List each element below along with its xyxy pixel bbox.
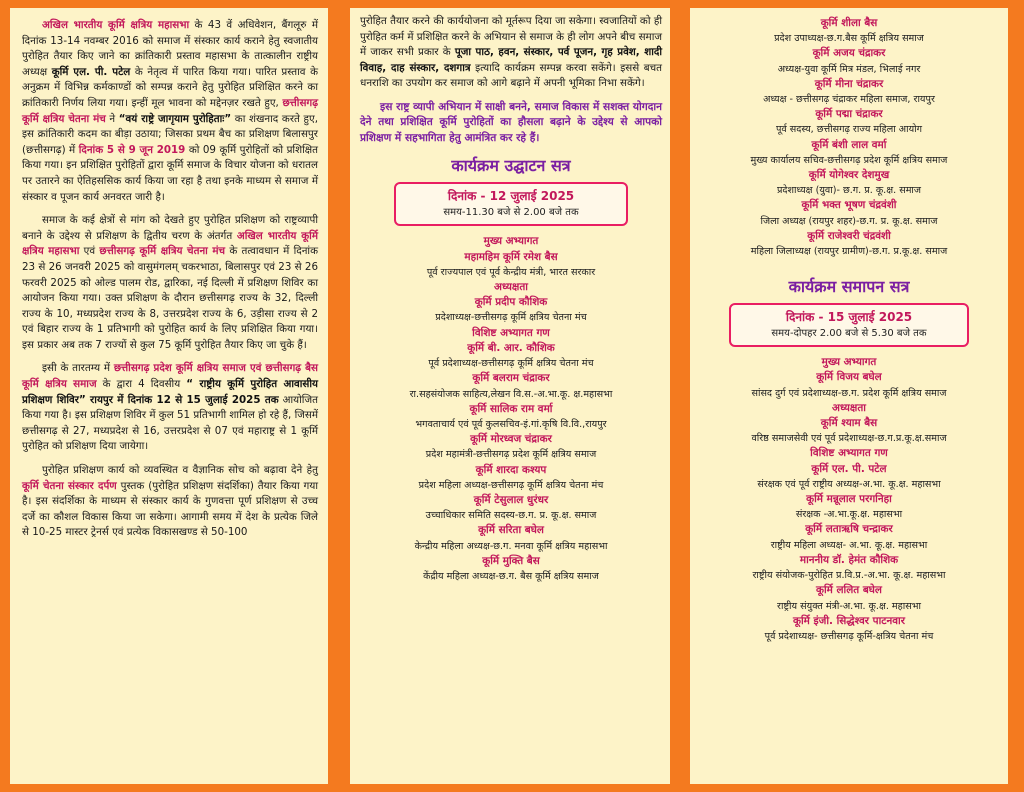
guest-name: कूर्मि अजय चंद्राकर	[812, 47, 886, 60]
guest-name: कूर्मि सालिक राम वर्मा	[469, 402, 553, 415]
guest-name: कूर्मि शीला बैस	[820, 17, 878, 29]
role-heading: मुख्य अभ्यागत	[483, 235, 539, 248]
guest-name: कूर्मि मन्नूलाल परगनिहा	[806, 493, 892, 506]
text-run: पूजा पाठ, हवन, संस्कार, पर्व पूजन, गृह प्रवेश, शादी विवाह, दाह संस्कार, दशगात्र	[360, 46, 663, 74]
guest-name: माननीय डॉ. हेमंत कौशिक	[799, 553, 899, 566]
guest-name: कूर्मि प्रदीप कौशिक	[474, 296, 548, 309]
guest-name: कूर्मि मुक्ति बैस	[482, 554, 540, 567]
text-run: पुरोहित प्रशिक्षण कार्य को व्यवस्थित व वैज्ञानिक सोच को बढ़ावा देने हेतु	[42, 464, 318, 477]
guest-name: कूर्मि विजय बघेल	[816, 371, 882, 384]
guest-designation: भगवताचार्य एवं पूर्व कुलसचिव-इं.गां.कृषि वि.वि.,रायपुर	[415, 418, 607, 430]
text-run: एवं	[79, 245, 100, 258]
closing-date: दिनांक - 15 जुलाई 2025	[785, 310, 913, 325]
role-heading: मुख्य अभ्यागत	[821, 356, 877, 369]
guest-designation: पूर्व सदस्य, छत्तीसगढ़ राज्य महिला आयोग	[775, 124, 923, 136]
text-run: कूर्मि चेतना संस्कार दर्पण	[22, 479, 117, 492]
guest-designation: पूर्व प्रदेशाध्यक्ष-छत्तीसगढ़ कूर्मि क्षत्रिय चेतना मंच	[428, 358, 594, 370]
inauguration-guest-list	[360, 234, 662, 584]
guest-name: कूर्मि योगेश्वर देशमुख	[808, 169, 890, 182]
text-run: समाज के कई क्षेत्रों से मांग को देखते हुए पुरोहित प्रशिक्षण को राष्ट्रव्यापी बनाने के उद्देश्य से प्रशिक्षण के द्वितीय चरण के अंतर्गत	[22, 214, 318, 242]
closing-guest-list	[698, 355, 1000, 644]
role-heading: अध्यक्षता	[494, 281, 528, 294]
guest-designation: पूर्व राज्यपाल एवं पूर्व केन्द्रीय मंत्री, भारत सरकार	[426, 266, 596, 278]
text-run: इत्यादि कार्यक्रम सम्पन्न करवा सकेंगे। इससे बचत धनराशि का उपयोग कर समाज को आगे बढ़ाने में अपनी भूमिका निभा सकेंगे।	[360, 61, 662, 90]
text-run: दिनांक 5 से 9 जून 2019	[78, 143, 186, 156]
text-run: ने	[105, 112, 119, 125]
text-run: पुस्तक (पुरोहित प्रशिक्षण संदर्शिका) तैयार किया गया है। इस संदर्शिका के माध्यम से संस्कार कार्य के गुणवत्ता पूर्ण प्रशिक्षण से उच्च दर्जे का कौशल विकास किया जा सकेगा। आगामी समय में देश के प्रत्येक जिले से 10-25 मास्टर ट्रेनर्स एवं प्रत्येक विकासखण्ड से 50-100	[22, 479, 318, 539]
guest-designation: अध्यक्ष-युवा कूर्मि मित्र मंडल, भिलाई नगर	[777, 63, 921, 75]
second-phase-paragraph	[22, 213, 318, 353]
closing-datebox	[729, 303, 969, 347]
left-panel	[10, 8, 328, 784]
guest-name: कूर्मि पद्मा चंद्राकर	[815, 108, 883, 121]
guest-name: कूर्मि बी. आर. कौशिक	[467, 341, 555, 354]
text-run: छत्तीसगढ़ कूर्मि क्षत्रिय चेतना मंच	[22, 96, 318, 125]
guest-name: कूर्मि मीना चंद्राकर	[814, 77, 884, 90]
guest-name: कूर्मि मोरध्वज चंद्राकर	[470, 433, 552, 446]
text-run: आयोजित किया गया है। इस प्रशिक्षण शिविर में कुल 51 प्रतिभागी शामिल हो रहे हैं, जिसमें छत्तीसगढ़ से 27, मध्यप्रदेश से 16, उत्तरप्रदेश से 07 एवं महाराष्ट्र से 1 कूर्मि पुरोहित को प्रशिक्षण दिया जायेगा।	[22, 393, 318, 453]
right-panel	[690, 8, 1008, 784]
guest-designation: प्रदेशाध्यक्ष-छत्तीसगढ़ कूर्मि क्षत्रिय चेतना मंच	[435, 312, 587, 324]
guest-designation: महिला जिलाध्यक्ष (रायपुर ग्रामीण)-छ.ग. प्र.कू.क्ष. समाज	[750, 246, 948, 258]
guest-name: कूर्मि शारदा कश्यप	[475, 463, 547, 476]
guest-name: कूर्मि भक्त भूषण चंद्रवंशी	[801, 199, 897, 212]
guest-name: कूर्मि ललित बघेल	[816, 584, 882, 597]
text-run: “वयं राष्ट्रे जागृयाम पुरोहिताः”	[118, 112, 232, 125]
inauguration-datebox	[394, 182, 628, 226]
guest-name: कूर्मि बंशी लाल वर्मा	[811, 138, 887, 151]
guest-designation: राष्ट्रीय महिला अध्यक्ष- अ.भा. कू.क्ष. महासभा	[770, 539, 928, 551]
inauguration-date: दिनांक - 12 जुलाई 2025	[447, 189, 575, 204]
guest-name: कूर्मि लताऋषि चन्द्राकर	[805, 523, 893, 536]
guest-list-continued	[698, 16, 1000, 259]
guest-designation: प्रदेशाध्यक्ष (युवा)- छ.ग. प्र. कू.क्ष. समाज	[776, 185, 922, 197]
guest-designation: प्रदेश महिला अध्यक्ष-छत्तीसगढ़ कूर्मि क्षत्रिय चेतना मंच	[418, 479, 604, 491]
guest-designation: सांसद दुर्ग एवं प्रदेशाध्यक्ष-छ.ग. प्रदेश कूर्मि क्षत्रिय समाज	[751, 387, 947, 399]
text-run: अखिल भारतीय कूर्मि क्षत्रिय महासभा	[42, 19, 190, 31]
text-run: को 09 कूर्मि पुरोहितों को प्रशिक्षित किया गया। इन प्रशिक्षित पुरोहितों द्वारा कूर्मि समाज के विचार योजना को धरातल पर उतारने का ऐतिहससिक कार्य किया जा रहा है तथा इनके माध्यम से समाज में संस्कार व पूजन कार्य अनवरत जारी है।	[22, 143, 319, 203]
book-paragraph	[22, 463, 318, 541]
continuation-paragraph	[360, 14, 662, 92]
guest-name: कूर्मि श्याम बैस	[820, 417, 878, 430]
text-run: “ राष्ट्रीय कूर्मि पुरोहित आवासीय प्रशिक्षण शिविर” रायपुर में दिनांक 12 से 15 जुलाई 2025 तक	[22, 378, 318, 406]
inauguration-title: कार्यक्रम उद्घाटन सत्र	[451, 156, 571, 176]
guest-designation: मुख्य कार्यालय सचिव-छत्तीसगढ़ प्रदेश कूर्मि क्षत्रिय समाज	[750, 154, 948, 166]
text-run: अखिल भारतीय कूर्मि क्षत्रिय महासभा	[22, 229, 318, 258]
role-heading: विशिष्ट अभ्यागत गण	[472, 326, 550, 339]
closing-time: समय-दोपहर 2.00 बजे से 5.30 बजे तक	[771, 328, 927, 340]
guest-name: कूर्मि राजेश्वरी चंद्रवंशी	[807, 229, 891, 242]
guest-designation: केन्द्रीय महिला अध्यक्ष-छ.ग. मनवा कूर्मि क्षत्रिय महासभा	[414, 540, 608, 552]
camp-paragraph	[22, 361, 318, 455]
intro-paragraph	[22, 18, 318, 205]
text-run: के नेतृत्व में पारित किया गया। पारित प्रस्ताव के अनुक्रम में विभिन्न कर्मकाण्डों को सम्पन्न कराने हेतु पुरोहित प्रशिक्षित करने का क्रांतिकारी निर्णय लिया गया। इन्हीं मूल भावना को मद्देनज़र रखते हुए,	[22, 65, 318, 109]
text-run: के द्वारा 4 दिवसीय	[96, 378, 187, 391]
middle-panel	[350, 8, 670, 784]
text-run: छत्तीसगढ़ प्रदेश कूर्मि क्षत्रिय समाज एवं छत्तीसगढ़ बैस कूर्मि क्षत्रिय समाज	[22, 362, 319, 391]
inauguration-time: समय-11.30 बजे से 2.00 बजे तक	[443, 207, 579, 219]
guest-designation: उच्चाधिकार समिति सदस्य-छ.ग. प्र. कू.क्ष. समाज	[425, 510, 597, 522]
text-run: के तत्वावधान में दिनांक 23 से 26 जनवरी 2025 को वासुमंगलम् चकरभाठा, बिलासपुर एवं 23 से 26 फरवरी 2025 को ओल्ड पालम रोड, द्वारिका, नई दिल्ली में प्रशिक्षण शिविर का आयोजन किया गया। उक्त प्रशिक्षण के दौरान छत्तीसगढ़ राज्य के 32, दिल्ली राज्य के 10, मध्यप्रदेश राज्य के 8, उत्तरप्रदेश राज्य के 6, उड़ीसा राज्य से 2 एवं बिहार राज्य के 1 प्रतिभागी को पुरोहित कार्य के लिए प्रशिक्षित किया गया। इस प्रकार अब तक 7 राज्यों से कुल 75 कूर्मि पुरोहित तैयार किए जा चुके हैं।	[22, 245, 319, 351]
guest-designation: केंद्रीय महिला अध्यक्ष-छ.ग. बैस कूर्मि क्षत्रिय समाज	[423, 570, 599, 582]
guest-designation: अध्यक्ष - छत्तीसगढ़ चंद्राकर महिला समाज, रायपुर	[763, 94, 935, 106]
guest-name: कूर्मि सरिता बघेल	[478, 524, 544, 537]
guest-name: कूर्मि बलराम चंद्राकर	[472, 372, 550, 385]
invitation-text: इस राष्ट्र व्यापी अभियान में साक्षी बनने, समाज विकास में सशक्त योगदान देने तथा प्रशिक्षित कूर्मि पुरोहितों का हौसला बढ़ाने के उद्देश्य से आपको प्रशिक्षण में सहभागिता हेतु आमंत्रित कर रहे हैं।	[360, 100, 662, 144]
guest-designation: जिला अध्यक्ष (रायपुर शहर)-छ.ग. प्र. कू.क्ष. समाज	[760, 215, 938, 227]
closing-title: कार्यक्रम समापन सत्र	[788, 277, 910, 297]
guest-name: महामहिम कूर्मि रमेश बैस	[464, 250, 558, 263]
text-run: के 43 वें अधिवेशन, बैंगलूरु में दिनांक 13-14 नवम्बर 2016 को समाज में संस्कार कार्य कराने हेतु स्वजातीय पुरोहित तैयार किए जाने का क्रांतिकारी प्रस्ताव महासभा के तात्कालीन राष्ट्रीय अध्यक्ष	[22, 19, 318, 78]
text-run: का शंखनाद करते हुए, इस क्रांतिकारी कदम का बीड़ा उठाया; जिसका प्रथम बैच का प्रशिक्षण बिलासपुर (छत्तीसगढ़) में	[22, 112, 318, 156]
guest-name: कूर्मि टेसुलाल धुरंधर	[473, 493, 549, 506]
guest-name: कूर्मि इंजी. सिद्धेश्वर पाटनवार	[793, 614, 905, 627]
guest-designation: प्रदेश उपाध्यक्ष-छ.ग.बैस कूर्मि क्षत्रिय समाज	[774, 33, 924, 45]
guest-designation: वरिष्ठ समाजसेवी एवं पूर्व प्रदेशाध्यक्ष-छ.ग.प्र.कू.क्ष.समाज	[751, 433, 947, 445]
guest-designation: रा.सहसंयोजक साहित्य,लेखन वि.स.-अ.भा.कू. क्ष.महासभा	[409, 388, 613, 400]
role-heading: अध्यक्षता	[832, 401, 866, 414]
guest-designation: राष्ट्रीय संयोजक-पुरोहित प्र.वि.प्र.-अ.भा. कू.क्ष. महासभा	[752, 570, 946, 582]
guest-designation: संरक्षक -अ.भा.कू.क्ष. महासभा	[795, 509, 903, 521]
guest-name: कूर्मि एल. पी. पटेल	[811, 462, 887, 475]
guest-designation: प्रदेश महामंत्री-छत्तीसगढ़ प्रदेश कूर्मि क्षत्रिय समाज	[425, 449, 597, 461]
text-run: पुरोहित तैयार करने की कार्ययोजना को मूर्तरूप दिया जा सकेगा। स्वजातियों को ही पुरोहित कर्म में प्रशिक्षित करने के अभियान से समाज के ही लोग अपने बीच समाज में जाकर सभी प्रकार के	[360, 15, 662, 59]
guest-designation: राष्ट्रीय संयुक्त मंत्री-अ.भा. कू.क्ष. महासभा	[777, 600, 921, 612]
guest-designation: संरक्षक एवं पूर्व राष्ट्रीय अध्यक्ष-अ.भा. कू.क्ष. महासभा	[757, 478, 941, 490]
text-run: कूर्मि एल. पी. पटेल	[51, 65, 131, 78]
text-run: इसी के तारतम्य में	[42, 362, 114, 375]
guest-designation: पूर्व प्रदेशाध्यक्ष- छत्तीसगढ़ कूर्मि-क्षत्रिय चेतना मंच	[764, 630, 934, 642]
role-heading: विशिष्ट अभ्यागत गण	[810, 447, 888, 460]
text-run: छत्तीसगढ़ कूर्मि क्षत्रिय चेतना मंच	[99, 245, 226, 258]
